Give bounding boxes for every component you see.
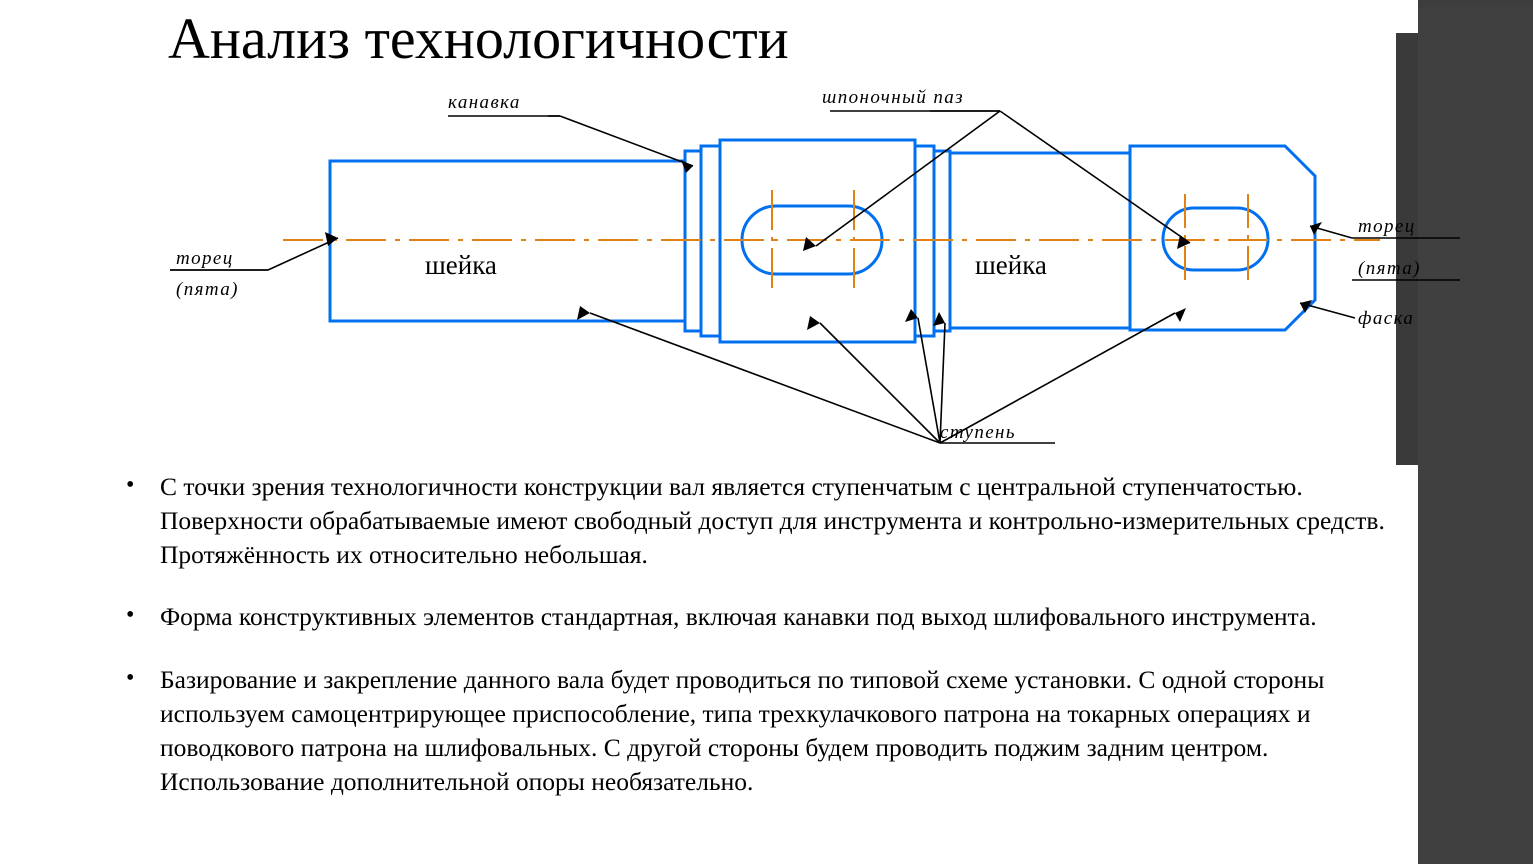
label-end-face-right-1: торец bbox=[1358, 216, 1416, 237]
decorative-bar-top bbox=[1418, 0, 1533, 7]
label-end-face-left-1: торец bbox=[176, 248, 234, 269]
label-keyway: шпоночный паз bbox=[822, 87, 964, 108]
bullet-text: • С точки зрения технологичности конструкции вал является ступенчатым с центральной ступенчатостью. Поверхности обрабатываемые имеют свободный доступ для инструмента и контрольно-измерительных средств. Протяжённость их относительно небольшая. bbox=[160, 472, 1385, 570]
label-step: ступень bbox=[940, 422, 1016, 443]
page-title: Анализ технологичности bbox=[168, 6, 789, 71]
list-item bbox=[118, 663, 1418, 800]
label-chamfer: фаска bbox=[1358, 308, 1415, 329]
label-end-face-right-2: (пята) bbox=[1358, 258, 1421, 279]
label-journal-left: шейка bbox=[425, 250, 497, 280]
label-groove: канавка bbox=[448, 92, 521, 113]
bullet-text: • Форма конструктивных элементов стандартная, включая канавки под выход шлифовального инструмента. bbox=[160, 602, 1317, 632]
label-journal-right: шейка bbox=[975, 250, 1047, 280]
shaft-diagram bbox=[0, 78, 1460, 468]
bullet-list bbox=[118, 470, 1418, 827]
list-item bbox=[118, 600, 1418, 634]
bullet-text: • Базирование и закрепление данного вала будет проводиться по типовой схеме установки. С одной стороны используем самоцентрирующее приспособление, типа трехкулачкового патрона на токарных операциях и поводкового патрона на шлифовальных. С другой стороны будем проводить поджим задним центром. Использование дополнительной опоры необязательно. bbox=[160, 664, 1325, 797]
label-end-face-left-2: (пята) bbox=[176, 279, 239, 300]
list-item bbox=[118, 470, 1418, 572]
